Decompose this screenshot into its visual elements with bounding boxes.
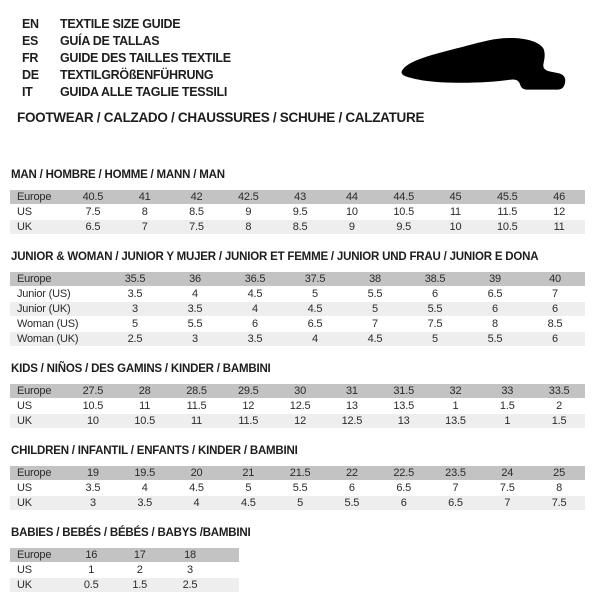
size-value: 8 [222,219,274,234]
size-value: 38 [345,271,405,286]
size-value: 2 [533,398,585,413]
size-value: 0.5 [67,577,116,592]
language-code: IT [22,84,33,99]
table-title-children: CHILDREN / INFANTIL / ENFANTS / KINDER / BAMBINI [11,445,298,457]
size-value: 3 [67,495,119,510]
row-label: Junior (UK) [10,301,105,316]
table-row [10,189,585,204]
size-value: 4.5 [171,480,223,495]
row-label: Europe [10,547,67,562]
table-row [10,286,585,301]
row-label: Junior (US) [10,286,105,301]
size-value: 22 [326,465,378,480]
size-value: 4.5 [222,495,274,510]
table-row [10,398,585,413]
size-value: 1.5 [116,577,165,592]
size-value: 13 [378,413,430,428]
size-value: 11 [171,413,223,428]
size-value: 3.5 [67,480,119,495]
table-row [10,495,585,510]
size-value: 29.5 [222,383,274,398]
size-value: 37.5 [285,271,345,286]
table-row [10,316,585,331]
language-code: EN [22,16,39,31]
size-value: 40.5 [67,189,119,204]
size-value: 6 [465,301,525,316]
row-label: UK [10,413,67,428]
size-value: 10 [326,204,378,219]
size-value: 12.5 [274,398,326,413]
language-label: GUÍA DE TALLAS [60,33,160,48]
row-label: UK [10,495,67,510]
language-label: GUIDE DES TAILLES TEXTILE [60,50,231,65]
size-value: 1 [481,413,533,428]
size-value: 28 [119,383,171,398]
size-value: 45 [430,189,482,204]
size-value: 19 [67,465,119,480]
size-value: 4 [165,286,225,301]
size-value: 8 [465,316,525,331]
size-value: 6.5 [67,219,119,234]
size-value: 28.5 [171,383,223,398]
size-value: 31.5 [378,383,430,398]
size-value: 11 [119,398,171,413]
size-value: 41 [119,189,171,204]
language-row [22,32,231,49]
size-tables [10,169,585,600]
size-value: 32 [430,383,482,398]
size-section-kids [10,363,585,428]
size-value: 27.5 [67,383,119,398]
size-table-junior-woman [10,271,585,346]
size-value: 5 [222,480,274,495]
size-value: 21 [222,465,274,480]
row-label: Europe [10,465,67,480]
size-value: 44 [326,189,378,204]
size-value: 11 [430,204,482,219]
table-title-man: MAN / HOMBRE / HOMME / MANN / MAN [11,169,225,181]
table-row [10,331,585,346]
size-section-man [10,169,585,234]
size-value: 6.5 [465,286,525,301]
size-value: 11.5 [481,204,533,219]
row-label: UK [10,577,67,592]
size-value: 11 [533,219,585,234]
size-value: 5 [274,495,326,510]
table-row [10,204,585,219]
size-value: 7 [119,219,171,234]
size-value: 44.5 [378,189,430,204]
size-value: 23.5 [430,465,482,480]
size-value: 10.5 [119,413,171,428]
size-value: 6 [326,480,378,495]
size-value: 1 [430,398,482,413]
size-value: 3.5 [225,331,285,346]
language-row [22,83,231,100]
size-value: 18 [164,547,239,562]
size-value: 4 [171,495,223,510]
size-value: 10.5 [378,204,430,219]
size-value: 3 [164,562,239,577]
size-value: 30 [274,383,326,398]
size-value: 13 [326,398,378,413]
table-title-kids: KIDS / NIÑOS / DES GAMINS / KINDER / BAMBINI [11,363,271,375]
size-value: 4 [119,480,171,495]
size-value: 25 [533,465,585,480]
table-title-junior-woman: JUNIOR & WOMAN / JUNIOR Y MUJER / JUNIOR ET FEMME / JUNIOR UND FRAU / JUNIOR E DONA [11,251,539,263]
size-section-babies [10,527,585,592]
size-value: 5 [405,331,465,346]
size-value: 10.5 [67,398,119,413]
size-value: 12.5 [326,413,378,428]
table-row [10,219,585,234]
size-value: 5 [345,301,405,316]
size-value: 22.5 [378,465,430,480]
size-value: 6 [525,301,585,316]
size-value: 3.5 [165,301,225,316]
size-value: 7.5 [533,495,585,510]
table-title-babies: BABIES / BEBÉS / BÉBÉS / BABYS /BAMBINI [11,527,251,539]
size-value: 7 [345,316,405,331]
size-value: 19.5 [119,465,171,480]
language-row [22,66,231,83]
size-value: 20 [171,465,223,480]
size-value: 7 [525,286,585,301]
size-section-junior-woman [10,251,585,346]
size-value: 43 [274,189,326,204]
size-value: 45.5 [481,189,533,204]
row-label: US [10,480,67,495]
table-row [10,480,585,495]
size-value: 24 [481,465,533,480]
size-value: 3.5 [105,286,165,301]
language-row [22,15,231,32]
size-value: 42 [171,189,223,204]
table-row [10,465,585,480]
table-row [10,271,585,286]
row-label: US [10,204,67,219]
table-row [10,383,585,398]
size-value: 2.5 [164,577,239,592]
size-value: 9.5 [378,219,430,234]
size-value: 36 [165,271,225,286]
size-value: 4 [225,301,285,316]
size-value: 46 [533,189,585,204]
size-value: 8 [119,204,171,219]
size-value: 4.5 [285,301,345,316]
size-value: 6.5 [378,480,430,495]
size-value: 11.5 [222,413,274,428]
size-value: 12 [533,204,585,219]
size-value: 10.5 [481,219,533,234]
size-value: 4.5 [225,286,285,301]
size-value: 5 [285,286,345,301]
size-value: 33 [481,383,533,398]
size-value: 7 [481,495,533,510]
category-title: FOOTWEAR / CALZADO / CHAUSSURES / SCHUHE / CALZATURE [17,110,425,125]
size-value: 12 [274,413,326,428]
size-value: 5 [105,316,165,331]
size-value: 6.5 [285,316,345,331]
size-value: 10 [67,413,119,428]
size-value: 7.5 [171,219,223,234]
row-label: Woman (UK) [10,331,105,346]
row-label: Woman (US) [10,316,105,331]
row-label: Europe [10,189,67,204]
size-value: 17 [116,547,165,562]
size-value: 3 [105,301,165,316]
language-label: TEXTILGRÖßENFÜHRUNG [60,67,214,82]
size-value: 7.5 [481,480,533,495]
size-value: 8.5 [525,316,585,331]
size-value: 1.5 [533,413,585,428]
language-label: TEXTILE SIZE GUIDE [60,16,181,31]
size-value: 6 [405,286,465,301]
size-value: 6 [378,495,430,510]
size-value: 5.5 [274,480,326,495]
language-list [22,15,231,100]
size-value: 8 [533,480,585,495]
size-value: 5.5 [165,316,225,331]
row-label: UK [10,219,67,234]
table-row [10,413,585,428]
table-row [10,301,585,316]
language-code: DE [22,67,39,82]
size-value: 4 [285,331,345,346]
size-value: 8.5 [274,219,326,234]
size-value: 7.5 [405,316,465,331]
size-value: 31 [326,383,378,398]
size-table-children [10,465,585,510]
row-label: US [10,398,67,413]
language-code: FR [22,50,39,65]
size-value: 7.5 [67,204,119,219]
size-value: 35.5 [105,271,165,286]
language-label: GUIDA ALLE TAGLIE TESSILI [60,84,228,99]
size-value: 9.5 [274,204,326,219]
size-value: 2.5 [105,331,165,346]
size-value: 39 [465,271,525,286]
size-value: 9 [326,219,378,234]
size-value: 38.5 [405,271,465,286]
size-value: 33.5 [533,383,585,398]
size-value: 16 [67,547,116,562]
size-value: 1 [67,562,116,577]
size-table-man [10,189,585,234]
size-value: 4.5 [345,331,405,346]
size-value: 5.5 [465,331,525,346]
shoe-silhouette [402,38,566,90]
size-value: 3 [165,331,225,346]
size-value: 13.5 [430,413,482,428]
size-value: 12 [222,398,274,413]
row-label: US [10,562,67,577]
size-value: 42.5 [222,189,274,204]
shoe-icon [398,36,575,95]
size-section-children [10,445,585,510]
row-label: Europe [10,271,105,286]
size-value: 36.5 [225,271,285,286]
table-row [10,562,239,577]
size-value: 40 [525,271,585,286]
size-value: 6 [525,331,585,346]
size-value: 1.5 [481,398,533,413]
size-value: 3.5 [119,495,171,510]
language-row [22,49,231,66]
table-row [10,577,239,592]
row-label: Europe [10,383,67,398]
size-value: 5.5 [345,286,405,301]
size-value: 7 [430,480,482,495]
language-code: ES [22,33,39,48]
size-value: 13.5 [378,398,430,413]
size-table-babies [10,547,239,592]
size-value: 11.5 [171,398,223,413]
size-value: 6.5 [430,495,482,510]
size-value: 5.5 [405,301,465,316]
size-value: 8.5 [171,204,223,219]
size-value: 2 [116,562,165,577]
table-row [10,547,239,562]
size-value: 9 [222,204,274,219]
size-table-kids [10,383,585,428]
size-value: 6 [225,316,285,331]
size-value: 10 [430,219,482,234]
size-value: 21.5 [274,465,326,480]
size-value: 5.5 [326,495,378,510]
